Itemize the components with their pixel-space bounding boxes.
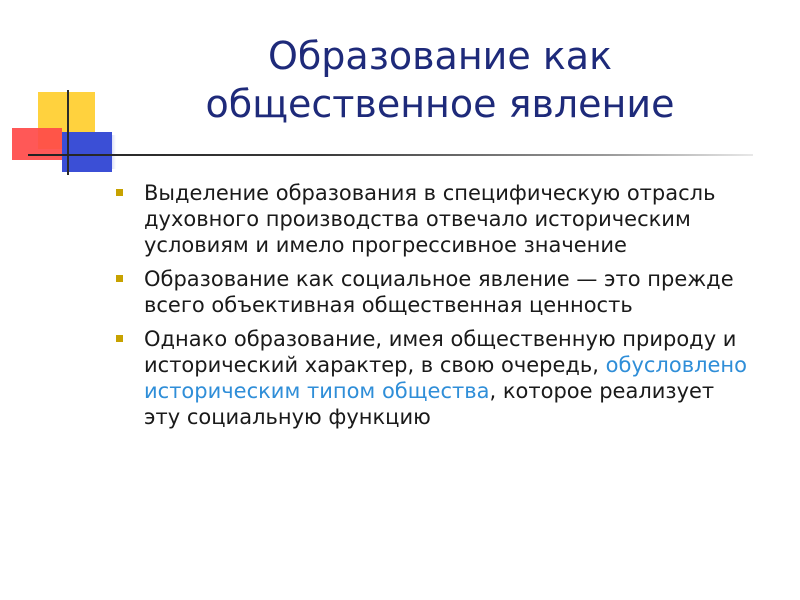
bullet-text-2: Образование как социальное явление — это прежде всего объективная общественная ценность [144,267,734,317]
bullet-item-3 [112,326,752,430]
square-bullet-icon [116,275,123,282]
square-bullet-icon [116,335,123,342]
blue-fade-decoration [96,135,116,169]
bullet-text-3-end: , которое реализует эту социальную функцию [144,379,715,429]
title-underline [28,154,753,156]
bullet-item-2 [112,266,752,318]
decorative-ornament [0,0,170,190]
highlighted-phrase: обусловлено историческим типом общества [144,353,747,403]
bullet-text-1: Выделение образования в специфическую отрасль духовного производства отвечало историческим условиям и имело прогрессивное значение [144,181,716,257]
bullet-text-3-start: Однако образование, имея общественную природу и исторический характер, в свою очередь, [144,327,737,377]
square-bullet-icon [116,189,123,196]
bullet-list [112,180,752,438]
slide-title [150,32,730,128]
bullet-item-1 [112,180,752,258]
vertical-line-decoration [67,90,69,175]
title-line-2: общественное явление [205,82,675,126]
title-line-1: Образование как [267,34,613,78]
